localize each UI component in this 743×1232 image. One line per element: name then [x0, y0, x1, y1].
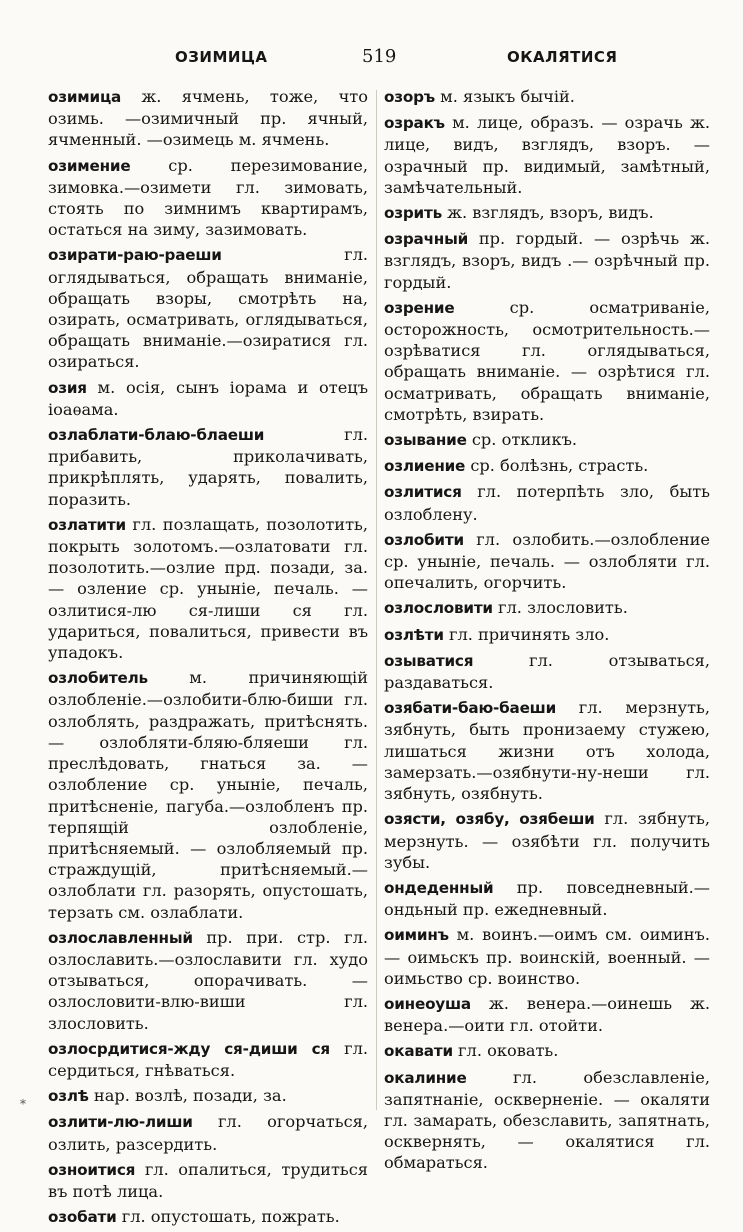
entry-definition: ж. ячмень, тоже, что озимь. —озимичный пр. ячный, ячменный. —озимець м. ячмень.	[48, 87, 368, 150]
dictionary-entry	[48, 927, 368, 1034]
entry-headword: озимица	[48, 88, 122, 106]
entry-definition: гл. зябнуть, мерзнуть. — озябѣти гл. получить зубы.	[384, 809, 710, 872]
margin-mark: *	[20, 1097, 26, 1111]
dictionary-entry	[384, 455, 710, 477]
dictionary-entry	[384, 924, 710, 989]
dictionary-entry	[384, 650, 710, 693]
dictionary-entry	[384, 297, 710, 425]
header-left-word: ОЗИМИЦА	[175, 48, 268, 66]
dictionary-entry	[384, 597, 710, 619]
dictionary-entry	[384, 228, 710, 293]
dictionary-entry	[384, 112, 710, 198]
entry-definition: гл. потерпѣть зло, быть озлоблену.	[384, 482, 710, 524]
entry-headword: озрение	[384, 298, 455, 317]
entry-headword: озыватися	[384, 651, 474, 670]
entry-definition: пр. повседневный.—ондьный пр. ежедневный.	[384, 877, 710, 920]
dictionary-entry	[384, 697, 710, 804]
entry-definition: ж. венера.—оинешь ж. венера.—оити гл. отойти.	[384, 993, 710, 1036]
right-column	[384, 86, 710, 1178]
entry-definition: пр. гордый. — озрѣчь ж. взглядъ, взоръ, видъ .— озрѣчный пр. гордый.	[384, 229, 710, 292]
dictionary-entry	[384, 1040, 710, 1062]
entry-headword: озлобитель	[48, 669, 148, 688]
entry-headword: озлосрдитися-жду ся-диши ся	[48, 1039, 330, 1058]
entry-headword: ондеденный	[384, 878, 494, 897]
entry-headword: озобати	[48, 1208, 117, 1227]
entry-headword: озлатити	[48, 515, 126, 534]
entry-headword: озия	[48, 378, 87, 397]
entry-headword: озимение	[48, 156, 131, 175]
page-number: 519	[362, 46, 397, 67]
entry-definition: ср. перезимование, зимовка.—озимети гл. зимовать, стоять по зимнимъ квартирамъ, остаться на зиму, зазимовать.	[48, 155, 368, 240]
entry-definition: м. лице, образъ. — озрачь ж. лице, видъ, взглядъ, взоръ. — озрачный пр. видимый, замѣтный, замѣчательный.	[384, 113, 710, 197]
entry-definition: м. воинъ.—оимъ см. оиминъ. — оимьскъ пр. воинскій, военный. —оимьство ср. воинство.	[384, 925, 710, 988]
entry-headword: озлаблати-блаю-блаеши	[48, 426, 265, 445]
entry-headword: озлѣ	[48, 1087, 89, 1106]
entry-definition: ср. болѣзнь, страсть.	[465, 456, 649, 476]
dictionary-entry	[48, 424, 368, 510]
entry-definition: м. причиняющій озлобленіе.—озлобити-блю-биши гл. озлоблять, раздражать, притѣснять. — озлобляти-бляю-бляеши гл. преслѣдовать, гнаться за. — озлобление ср. уныніе, печаль, притѣсненіе, пагуба.—озлобленъ пр. терпящій озлобленіе, притѣсняемый. — озлобляемый пр. страждущій, притѣсняемый.—озлоблати гл. разорять, опустошать, терзать см. озлаблати.	[48, 668, 368, 922]
dictionary-entry	[48, 667, 368, 922]
entry-headword: озлославленный	[48, 928, 193, 947]
dictionary-entry	[384, 86, 710, 108]
entry-headword: озоръ	[384, 88, 435, 106]
left-column	[48, 86, 368, 1232]
entry-definition: гл. злословить.	[492, 598, 628, 618]
entry-definition: м. осія, сынъ іорама и отецъ іоаѳама.	[48, 377, 368, 419]
entry-definition: гл. позлащать, позолотить, покрыть золотомъ.—озлатовати гл. позолотить.—озлие прд. позади, за. — озление ср. уныніе, печаль. — озлитися-лю ся-лиши ся гл. удариться, повалиться, привести въ упадокъ.	[48, 514, 368, 663]
dictionary-entry	[48, 1111, 368, 1154]
entry-headword: озрачный	[384, 230, 469, 249]
entry-definition: гл. оковать.	[452, 1041, 559, 1061]
dictionary-entry	[48, 1085, 368, 1107]
dictionary-entry	[48, 377, 368, 420]
entry-headword: окавати	[384, 1042, 453, 1061]
dictionary-entry	[384, 481, 710, 524]
running-header	[0, 48, 743, 76]
entry-headword: озлѣти	[384, 625, 444, 644]
dictionary-entry	[48, 1038, 368, 1081]
dictionary-entry	[48, 86, 368, 151]
entry-definition: гл. мерзнуть, зябнуть, быть пронизаему стужею, лишаться жизни отъ холода, замерзать.—озябнути-ну-неши гл. зябнуть, озябнуть.	[384, 698, 710, 804]
entry-headword: оиминъ	[384, 926, 449, 945]
dictionary-entry	[384, 993, 710, 1036]
entry-definition: ср. откликъ.	[466, 430, 578, 450]
dictionary-entry	[384, 202, 710, 224]
entry-headword: озлиение	[384, 457, 466, 476]
entry-definition: гл. обезславленіе, запятнаніе, оскверненіе. — окаляти гл. замарать, обезславить, запятнать, осквернять, — окалятися гл. обмараться.	[384, 1067, 710, 1173]
entry-headword: озлословити	[384, 599, 493, 618]
entry-headword: озывание	[384, 431, 467, 450]
entry-definition: гл. озлобить.—озлобление ср. уныніе, печаль. — озлобляти гл. опечалить, огорчить.	[384, 529, 710, 593]
dictionary-entry	[384, 808, 710, 873]
dictionary-entry	[48, 514, 368, 663]
entry-headword: озябати-баю-баеши	[384, 699, 557, 718]
dictionary-entry	[48, 155, 368, 241]
entry-headword: озлобити	[384, 530, 464, 549]
entry-headword: окалиние	[384, 1068, 467, 1087]
entry-headword: озясти, озябу, озябеши	[384, 810, 595, 829]
dictionary-entry	[384, 429, 710, 451]
dictionary-entry	[384, 877, 710, 920]
column-divider	[376, 90, 377, 1110]
dictionary-entry	[384, 529, 710, 594]
header-right-word: ОКАЛЯТИСЯ	[507, 48, 618, 66]
entry-headword: оинеоуша	[384, 994, 471, 1013]
entry-definition: гл. отзываться, раздаваться.	[384, 650, 710, 693]
entry-headword: озракъ	[384, 114, 445, 133]
entry-definition: гл. сердиться, гнѣваться.	[48, 1038, 369, 1080]
entry-definition: м. языкъ бычій.	[434, 87, 575, 106]
entry-definition: ср. осматриваніе, осторожность, осмотрительность.—озрѣватися гл. оглядываться, обращать вниманіе. — озрѣтися гл. осматривать, обращать вниманіе, смотрѣть, взирать.	[384, 297, 710, 424]
dictionary-entry	[384, 624, 710, 646]
entry-headword: озлити-лю-лиши	[48, 1113, 193, 1132]
entry-definition: гл. причинять зло.	[443, 624, 610, 644]
entry-definition: гл. опустошать, пожрать.	[116, 1207, 340, 1227]
entry-definition: пр. при. стр. гл. озлославить.—озлославити гл. худо отзываться, опорачивать. — озлословити-влю-виши гл. злословить.	[48, 927, 368, 1033]
entry-definition: гл. прибавить, приколачивать, прикрѣплять, ударять, повалить, поразить.	[48, 425, 368, 509]
dictionary-entry	[48, 1159, 368, 1202]
entry-definition: гл. огорчаться, озлить, разсердить.	[48, 1112, 368, 1154]
dictionary-entry	[48, 1206, 368, 1228]
entry-definition: гл. опалиться, трудиться въ потѣ лица.	[48, 1159, 368, 1201]
dictionary-entry	[48, 244, 368, 372]
dictionary-entry	[384, 1067, 710, 1174]
entry-definition: ж. взглядъ, взоръ, видъ.	[441, 203, 654, 223]
entry-headword: озрить	[384, 204, 442, 223]
entry-headword: озирати-раю-раеши	[48, 246, 222, 265]
entry-definition: нар. возлѣ, позади, за.	[88, 1086, 287, 1106]
entry-definition: гл. оглядываться, обращать вниманіе, обращать взоры, смотрѣть на, озирать, осматривать, оглядываться, обращать вниманіе.—озиратися гл. озираться.	[48, 245, 368, 372]
entry-headword: озноитися	[48, 1160, 136, 1179]
entry-headword: озлитися	[384, 483, 462, 502]
